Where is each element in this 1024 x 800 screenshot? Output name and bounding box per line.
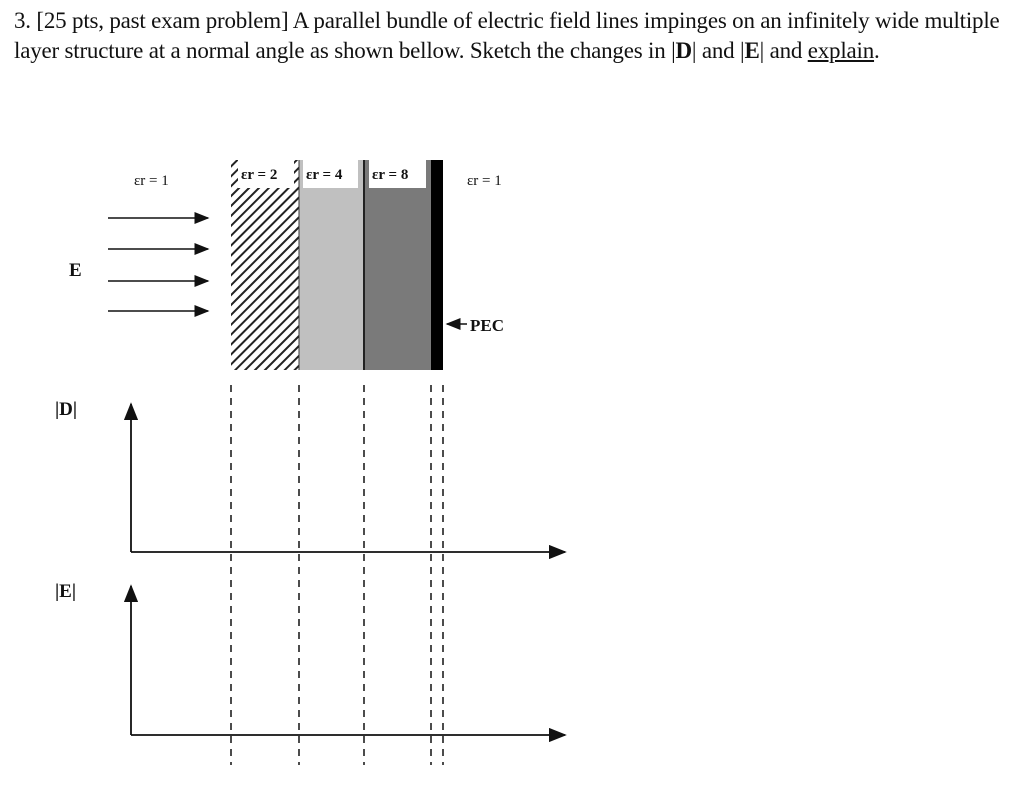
field-e-label: E: [69, 260, 82, 281]
abs-bar: |: [671, 38, 676, 63]
abs-bar: |: [759, 38, 765, 63]
problem-period: .: [874, 38, 880, 63]
eps-layer1-label: εr = 2: [241, 167, 278, 183]
vector-e: E: [744, 38, 760, 63]
problem-points: [25 pts, past exam problem]: [36, 8, 289, 33]
eps-right-label: εr = 1: [467, 173, 502, 189]
eps-layer2-label: εr = 4: [306, 167, 343, 183]
problem-text-b: and: [696, 38, 741, 63]
explain-emphasis: explain: [807, 38, 875, 63]
vector-d: D: [675, 38, 692, 63]
problem-number: 3.: [14, 8, 31, 33]
e-axis-label: |E|: [55, 581, 77, 602]
pec-plate: [431, 160, 443, 370]
problem-text-c: and: [764, 38, 808, 63]
eps-left-label: εr = 1: [134, 173, 169, 189]
layer-er8-dark-gray: [364, 160, 431, 370]
layer-er4-light-gray: [299, 160, 364, 370]
abs-bar: |: [691, 38, 697, 63]
d-axis-label: |D|: [55, 399, 78, 420]
problem-text-a: A parallel bundle of electric field lines impinges on an infinitely wide multiple layer structure at a normal angle as shown bellow. Sketch the changes in: [14, 8, 1000, 63]
eps-layer3-label: εr = 8: [372, 167, 409, 183]
abs-bar: |: [740, 38, 745, 63]
layer-er2-hatched: [231, 160, 299, 370]
pec-label: PEC: [470, 316, 504, 335]
